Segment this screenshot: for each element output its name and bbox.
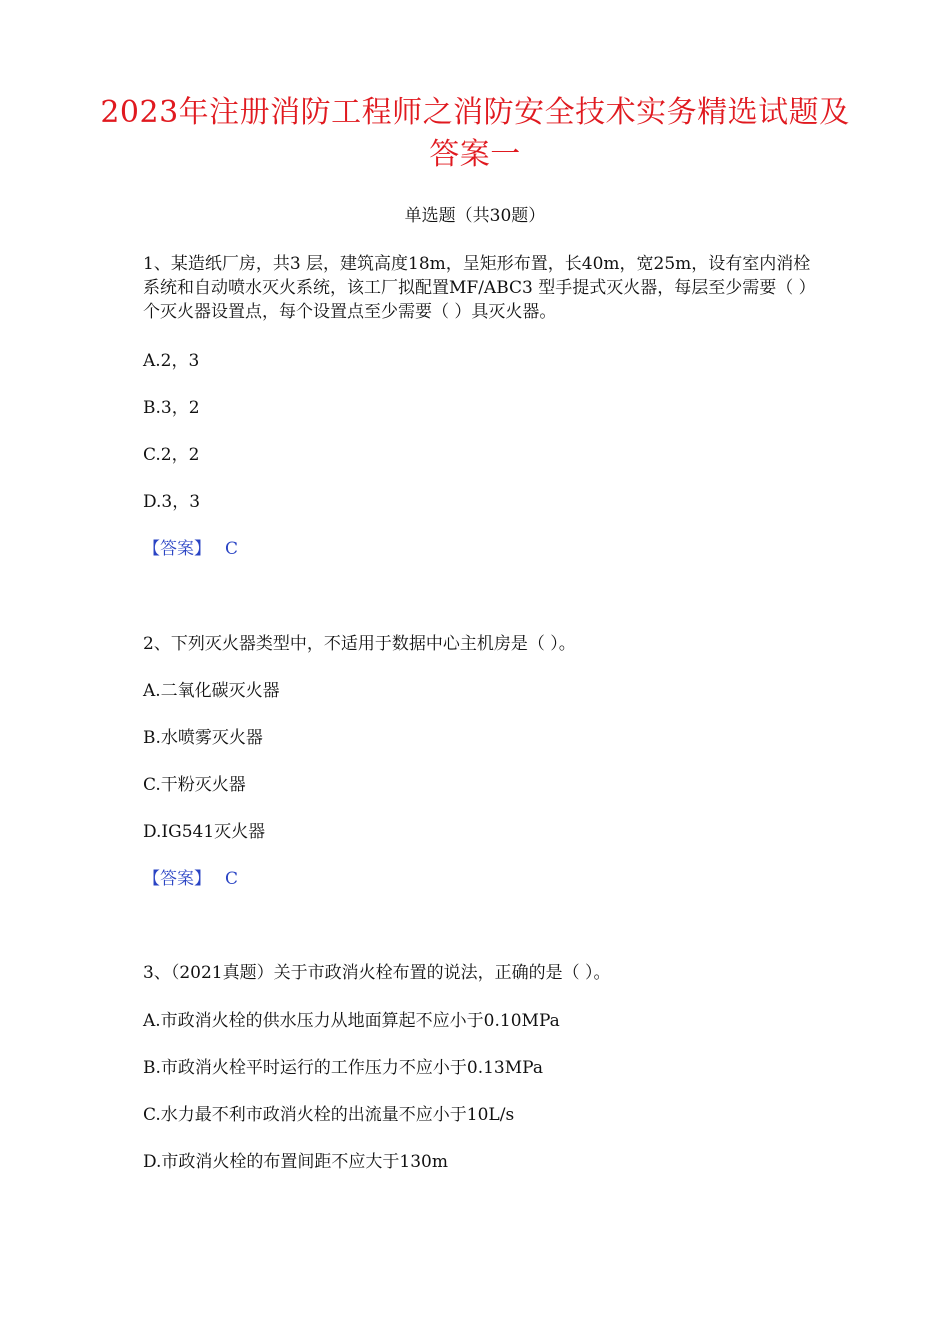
question-3-option-b: B.市政消火栓平时运行的工作压力不应小于0.13MPa bbox=[143, 1058, 543, 1078]
question-3-option-a: A.市政消火栓的供水压力从地面算起不应小于0.10MPa bbox=[143, 1011, 560, 1031]
question-3-stem: 3、（2021真题）关于市政消火栓布置的说法，正确的是（ ）。 bbox=[143, 963, 611, 983]
question-3-option-d: D.市政消火栓的布置间距不应大于130m bbox=[143, 1152, 448, 1172]
question-2-option-d: D.IG541灭火器 bbox=[143, 822, 266, 842]
question-1-option-c: C.2，2 bbox=[143, 445, 200, 465]
answer-value: C bbox=[225, 539, 239, 559]
question-2-stem: 2、下列灭火器类型中，不适用于数据中心主机房是（ ）。 bbox=[143, 634, 576, 654]
question-2-answer bbox=[143, 868, 238, 890]
section-heading: 单选题（共30题） bbox=[404, 206, 546, 226]
question-2-option-a: A.二氧化碳灭火器 bbox=[143, 681, 280, 701]
document-title: 2023年注册消防工程师之消防安全技术实务精选试题及答案一 bbox=[100, 95, 850, 172]
answer-label: 【答案】 bbox=[143, 869, 211, 889]
answer-label: 【答案】 bbox=[143, 539, 211, 559]
question-3-option-c: C.水力最不利市政消火栓的出流量不应小于10L/s bbox=[143, 1105, 515, 1125]
question-2-option-c: C.干粉灭火器 bbox=[143, 775, 246, 795]
question-1-answer bbox=[143, 538, 238, 560]
question-1-option-b: B.3，2 bbox=[143, 398, 200, 418]
answer-value: C bbox=[225, 869, 239, 889]
question-1-option-d: D.3，3 bbox=[143, 492, 201, 512]
question-2-option-b: B.水喷雾灭火器 bbox=[143, 728, 263, 748]
question-1-stem: 1、某造纸厂房，共3 层，建筑高度18m，呈矩形布置，长40m，宽25m，设有室内消栓系统和自动喷水灭火系统，该工厂拟配置MF/ABC3 型手提式灭火器，每层至少需要（ ）个灭火器设置点，每个设置点至少需要（ ）具灭火器。 bbox=[143, 254, 811, 322]
question-1-option-a: A.2，3 bbox=[143, 351, 200, 371]
